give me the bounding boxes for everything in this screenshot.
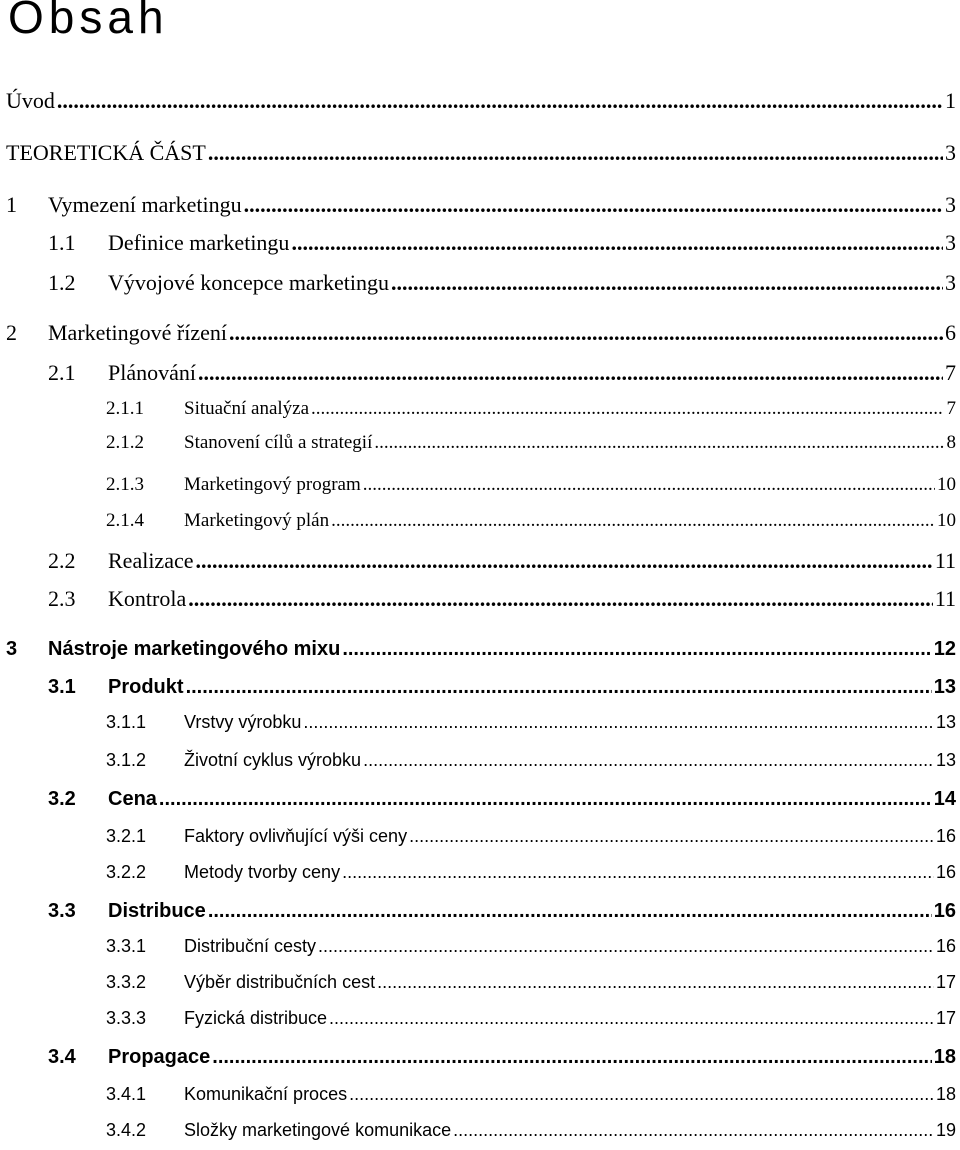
toc-entry-label: Marketingový plán <box>184 510 330 531</box>
toc-dot-leader <box>453 1120 934 1141</box>
toc-entry[interactable] <box>0 586 956 616</box>
toc-entry-label: Životní cyklus výrobku <box>184 750 362 770</box>
toc-entry-page: 18 <box>933 1046 956 1068</box>
toc-dot-leader <box>229 320 943 346</box>
toc-entry-label: Realizace <box>108 548 194 573</box>
toc-dot-leader <box>409 826 934 847</box>
toc-entry-page: 13 <box>933 676 956 698</box>
toc-dot-leader <box>159 788 932 811</box>
toc-entry-label: Úvod <box>6 88 55 113</box>
toc-entry-page: 13 <box>935 750 956 770</box>
toc-entry-label: Vrstvy výrobku <box>184 712 302 732</box>
page-title: Obsah <box>8 0 169 43</box>
toc-entry-number: 2.1 <box>48 360 76 385</box>
toc-entry-page: 16 <box>935 862 956 882</box>
toc-entry-label: Kontrola <box>108 586 187 611</box>
toc-entry[interactable] <box>0 1008 956 1038</box>
toc-entry[interactable] <box>0 788 956 818</box>
toc-entry-number: 3.4.1 <box>106 1084 147 1104</box>
toc-entry-number: 3.1 <box>48 676 76 698</box>
toc-entry-number: 3.1.2 <box>106 750 147 770</box>
toc-entry-page: 6 <box>945 320 956 345</box>
toc-entry-page: 10 <box>937 474 956 495</box>
toc-entry-number: 1.1 <box>48 230 76 255</box>
toc-entry-label: Definice marketingu <box>108 230 290 255</box>
toc-entry-page: 16 <box>933 900 956 922</box>
toc-dot-leader <box>311 398 944 420</box>
toc-entry-label: TEORETICKÁ ČÁST <box>6 140 206 165</box>
toc-entry-label: Cena <box>108 788 157 810</box>
toc-entry[interactable] <box>0 398 956 428</box>
toc-dot-leader <box>303 712 934 733</box>
toc-dot-leader <box>342 862 934 883</box>
toc-entry-label: Situační analýza <box>184 398 310 419</box>
toc-entry[interactable] <box>0 972 956 1002</box>
toc-entry[interactable] <box>0 360 956 390</box>
toc-entry-label: Výběr distribučních cest <box>184 972 376 992</box>
toc-entry-page: 3 <box>945 230 956 255</box>
toc-entry-page: 1 <box>945 88 956 113</box>
toc-dot-leader <box>342 638 931 661</box>
toc-dot-leader <box>212 1046 931 1069</box>
toc-entry-number: 3.3.1 <box>106 936 147 956</box>
toc-entry-page: 17 <box>935 1008 956 1028</box>
toc-entry-page: 10 <box>937 510 956 531</box>
toc-entry-page: 12 <box>933 638 956 660</box>
toc-entry-page: 3 <box>945 192 956 217</box>
toc-dot-leader <box>349 1084 934 1105</box>
toc-entry-page: 8 <box>946 432 956 453</box>
toc-entry-label: Metody tvorby ceny <box>184 862 341 882</box>
toc-entry[interactable] <box>0 432 956 462</box>
toc-entry-page: 13 <box>935 712 956 732</box>
toc-dot-leader <box>363 750 934 771</box>
toc-entry-label: Vymezení marketingu <box>48 192 242 217</box>
toc-entry-number: 2.3 <box>48 586 76 611</box>
toc-entry-number: 3.3 <box>48 900 76 922</box>
toc-entry[interactable] <box>0 862 956 892</box>
toc-entry[interactable] <box>0 1084 956 1114</box>
toc-entry[interactable] <box>0 676 956 706</box>
toc-entry-number: 1.2 <box>48 270 76 295</box>
toc-entry-label: Distribuční cesty <box>184 936 317 956</box>
toc-entry-number: 3.4 <box>48 1046 76 1068</box>
toc-entry[interactable] <box>0 270 956 300</box>
toc-entry[interactable] <box>0 88 956 118</box>
toc-dot-leader <box>208 900 932 923</box>
toc-entry-number: 2.1.3 <box>106 474 144 495</box>
toc-entry-number: 2.1.2 <box>106 432 144 453</box>
toc-dot-leader <box>188 586 933 612</box>
toc-entry-page: 7 <box>946 398 956 419</box>
toc-entry-page: 19 <box>935 1120 956 1140</box>
toc-entry-label: Složky marketingové komunikace <box>184 1120 452 1140</box>
toc-entry[interactable] <box>0 548 956 578</box>
toc-dot-leader <box>198 360 943 386</box>
toc-entry[interactable] <box>0 900 956 930</box>
toc-entry-label: Plánování <box>108 360 196 385</box>
toc-entry-page: 11 <box>934 548 956 573</box>
toc-entry-number: 3.2 <box>48 788 76 810</box>
toc-entry-number: 2.1.4 <box>106 510 144 531</box>
toc-dot-leader <box>196 548 933 574</box>
toc-entry-page: 3 <box>945 140 956 165</box>
toc-dot-leader <box>186 676 932 699</box>
toc-entry-label: Vývojové koncepce marketingu <box>108 270 390 295</box>
toc-entry-page: 11 <box>934 586 956 611</box>
toc-dot-leader <box>363 474 935 496</box>
toc-entry-label: Stanovení cílů a strategií <box>184 432 373 453</box>
toc-dot-leader <box>391 270 943 296</box>
toc-entry-number: 2 <box>6 320 17 345</box>
toc-dot-leader <box>331 510 935 532</box>
toc-entry-page: 16 <box>935 936 956 956</box>
toc-entry-number: 1 <box>6 192 17 217</box>
toc-entry[interactable] <box>0 510 956 540</box>
toc-entry-label: Marketingové řízení <box>48 320 227 345</box>
toc-dot-leader <box>57 88 943 114</box>
toc-entry-label: Marketingový program <box>184 474 361 495</box>
toc-entry[interactable] <box>0 936 956 966</box>
toc-entry-page: 18 <box>935 1084 956 1104</box>
toc-dot-leader <box>329 1008 934 1029</box>
toc-dot-leader <box>208 140 943 166</box>
toc-entry-label: Faktory ovlivňující výši ceny <box>184 826 408 846</box>
toc-entry-number: 3.4.2 <box>106 1120 147 1140</box>
toc-entry[interactable] <box>0 320 956 350</box>
toc-entry[interactable] <box>0 1120 956 1150</box>
toc-entry[interactable] <box>0 712 956 742</box>
toc-entry-number: 3.2.2 <box>106 862 147 882</box>
toc-entry[interactable] <box>0 826 956 856</box>
toc-entry-label: Komunikační proces <box>184 1084 348 1104</box>
toc-entry-number: 3.3.3 <box>106 1008 147 1028</box>
toc-entry-page: 14 <box>933 788 956 810</box>
toc-entry[interactable] <box>0 638 956 668</box>
toc-entry-label: Fyzická distribuce <box>184 1008 328 1028</box>
toc-entry-page: 3 <box>945 270 956 295</box>
toc-dot-leader <box>374 432 944 454</box>
toc-entry[interactable] <box>0 140 956 170</box>
toc-entry-label: Propagace <box>108 1046 211 1068</box>
toc-entry[interactable] <box>0 474 956 504</box>
toc-entry-number: 3.1.1 <box>106 712 147 732</box>
toc-entry-number: 3.3.2 <box>106 972 147 992</box>
toc-dot-leader <box>377 972 934 993</box>
toc-entry-page: 17 <box>935 972 956 992</box>
toc-dot-leader <box>318 936 934 957</box>
toc-entry[interactable] <box>0 750 956 780</box>
toc-entry-number: 3 <box>6 638 18 660</box>
toc-entry-label: Distribuce <box>108 900 206 922</box>
toc-entry-label: Nástroje marketingového mixu <box>48 638 341 660</box>
toc-entry-number: 2.1.1 <box>106 398 144 419</box>
toc-entry-label: Produkt <box>108 676 184 698</box>
toc-entry-number: 2.2 <box>48 548 76 573</box>
toc-entry[interactable] <box>0 230 956 260</box>
toc-entry-page: 7 <box>945 360 956 385</box>
toc-entry[interactable] <box>0 1046 956 1076</box>
toc-entry[interactable] <box>0 192 956 222</box>
toc-dot-leader <box>244 192 943 218</box>
toc-entry-number: 3.2.1 <box>106 826 147 846</box>
toc-dot-leader <box>291 230 943 256</box>
toc-entry-page: 16 <box>935 826 956 846</box>
